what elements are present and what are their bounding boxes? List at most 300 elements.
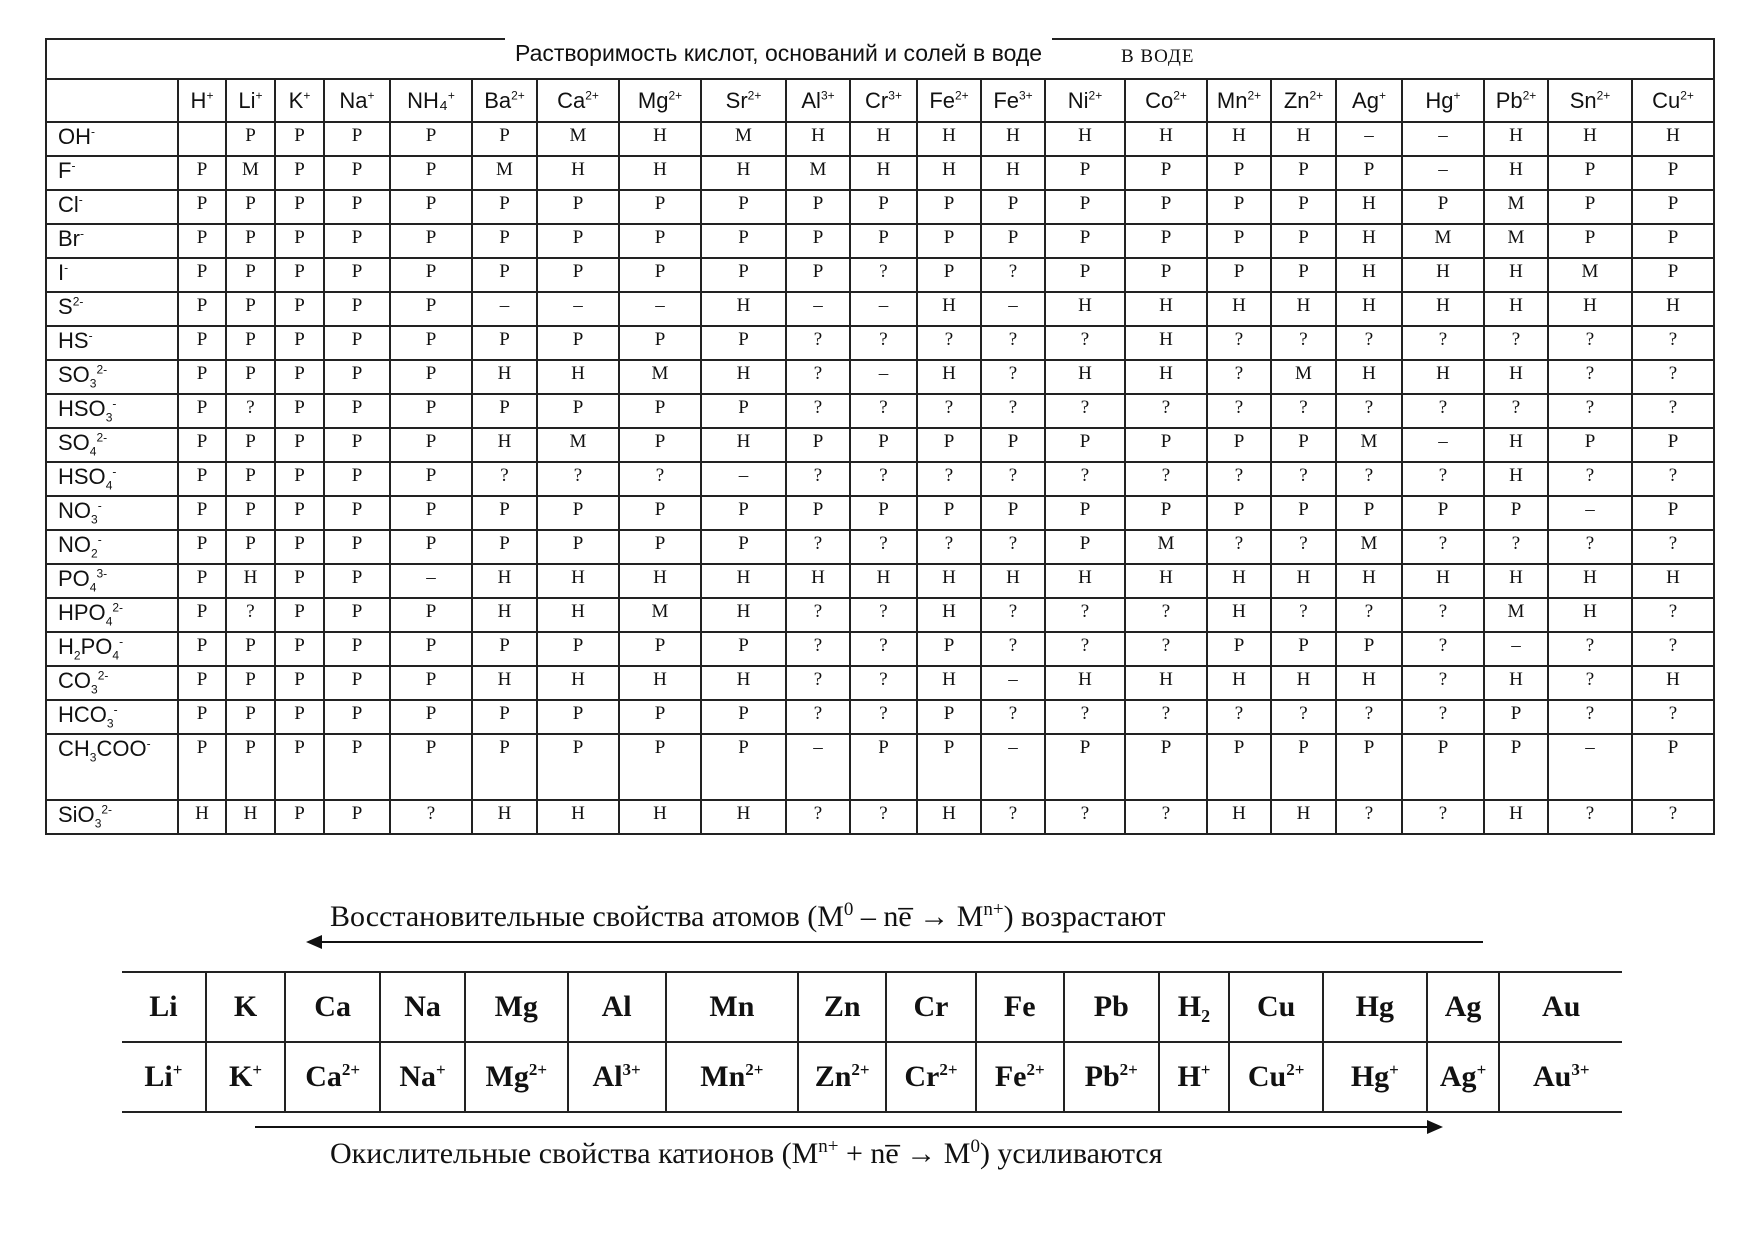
solubility-cell: – bbox=[619, 292, 701, 326]
solubility-cell: ? bbox=[226, 394, 275, 428]
cation-header-cell bbox=[1125, 79, 1207, 122]
table-row bbox=[46, 666, 1714, 700]
solubility-cell: Р bbox=[472, 496, 537, 530]
solubility-cell: Р bbox=[619, 190, 701, 224]
table-row bbox=[46, 428, 1714, 462]
series-cation-cell bbox=[886, 1042, 975, 1112]
caption-superscript: 0 bbox=[970, 1136, 980, 1157]
solubility-cell: Р bbox=[981, 428, 1045, 462]
anion-charge: - bbox=[97, 532, 102, 547]
cation-charge: 2+ bbox=[1309, 88, 1324, 103]
anion-symbol: HPO bbox=[58, 600, 106, 625]
cation-symbol: Hg bbox=[1425, 87, 1454, 113]
solubility-cell: Н bbox=[1402, 564, 1484, 598]
solubility-cell: Р bbox=[1125, 734, 1207, 800]
solubility-cell: М bbox=[1336, 428, 1402, 462]
cation-header-cell bbox=[850, 79, 917, 122]
solubility-cell: Р bbox=[701, 496, 786, 530]
solubility-cell: Р bbox=[1271, 496, 1336, 530]
solubility-cell: Р bbox=[850, 734, 917, 800]
solubility-cell: ? bbox=[472, 462, 537, 496]
solubility-cell: Р bbox=[226, 258, 275, 292]
solubility-cell: Р bbox=[537, 326, 619, 360]
table-row bbox=[46, 598, 1714, 632]
cation-symbol: Ag bbox=[1352, 87, 1379, 113]
solubility-cell: ? bbox=[1402, 800, 1484, 834]
solubility-cell: Н bbox=[701, 360, 786, 394]
solubility-cell: ? bbox=[1207, 360, 1271, 394]
solubility-cell: Р bbox=[1484, 700, 1548, 734]
anion-symbol: CO bbox=[58, 668, 91, 693]
solubility-cell: ? bbox=[1548, 462, 1632, 496]
cation-header-cell bbox=[537, 79, 619, 122]
anion-cell bbox=[46, 292, 178, 326]
solubility-cell: Н bbox=[472, 564, 537, 598]
series-cation-symbol: Fe bbox=[994, 1060, 1027, 1093]
anion-cell bbox=[46, 598, 178, 632]
solubility-cell: Р bbox=[178, 326, 226, 360]
cation-symbol: Mg bbox=[637, 87, 669, 113]
solubility-cell: ? bbox=[786, 632, 850, 666]
cation-header-cell bbox=[1548, 79, 1632, 122]
anion-cell bbox=[46, 428, 178, 462]
anion-charge: 2- bbox=[101, 802, 113, 817]
cation-header-cell bbox=[324, 79, 390, 122]
solubility-cell: Н bbox=[917, 292, 981, 326]
solubility-cell: ? bbox=[1271, 394, 1336, 428]
cation-header-cell bbox=[1045, 79, 1125, 122]
series-cation-symbol: Li bbox=[144, 1060, 173, 1093]
solubility-cell: ? bbox=[1207, 700, 1271, 734]
cation-charge: + bbox=[447, 88, 455, 103]
anion-subscript: 3 bbox=[89, 376, 97, 391]
anion-symbol: COO bbox=[96, 736, 147, 761]
metal-cell: H₂ bbox=[1159, 972, 1230, 1042]
reducing-properties-caption bbox=[330, 900, 1165, 934]
anion-charge: 2- bbox=[96, 362, 108, 377]
series-cation-symbol: H bbox=[1177, 1060, 1201, 1093]
solubility-cell: Н bbox=[1271, 292, 1336, 326]
solubility-cell: Р bbox=[701, 394, 786, 428]
solubility-cell: ? bbox=[1402, 462, 1484, 496]
solubility-cell: Н bbox=[850, 564, 917, 598]
cation-charge: 2+ bbox=[1522, 88, 1537, 103]
solubility-cell: Р bbox=[472, 632, 537, 666]
anion-charge: - bbox=[80, 226, 84, 241]
cation-symbol: Zn bbox=[1283, 87, 1310, 113]
anion-subscript: 2 bbox=[91, 546, 98, 561]
solubility-cell: Р bbox=[275, 428, 324, 462]
solubility-cell: Р bbox=[1207, 496, 1271, 530]
caption-superscript: 0 bbox=[843, 899, 854, 920]
series-cation-cell bbox=[1499, 1042, 1622, 1112]
anion-charge: - bbox=[88, 328, 93, 343]
left-arrow-head bbox=[306, 935, 322, 949]
anion-subscript: 3 bbox=[91, 512, 98, 527]
cation-charge: 2+ bbox=[955, 88, 969, 103]
anion-cell bbox=[46, 156, 178, 190]
cation-header-cell bbox=[786, 79, 850, 122]
solubility-cell: Н bbox=[917, 598, 981, 632]
solubility-cell: Н bbox=[786, 564, 850, 598]
anion-cell bbox=[46, 734, 178, 800]
solubility-cell: ? bbox=[1125, 598, 1207, 632]
solubility-cell: Н bbox=[537, 666, 619, 700]
solubility-cell: Н bbox=[917, 360, 981, 394]
series-cation-symbol: Hg bbox=[1350, 1060, 1390, 1093]
solubility-cell: – bbox=[1548, 496, 1632, 530]
series-cation-cell bbox=[666, 1042, 798, 1112]
solubility-cell: ? bbox=[1632, 530, 1714, 564]
solubility-cell: – bbox=[472, 292, 537, 326]
solubility-cell: ? bbox=[1125, 700, 1207, 734]
solubility-cell: Р bbox=[537, 700, 619, 734]
solubility-cell: ? bbox=[1548, 530, 1632, 564]
solubility-cell: Р bbox=[178, 598, 226, 632]
cation-symbol: Li bbox=[238, 87, 256, 113]
anion-cell bbox=[46, 122, 178, 156]
series-cation-symbol: Ag bbox=[1439, 1060, 1477, 1093]
solubility-cell: Р bbox=[1632, 428, 1714, 462]
cation-symbol: Pb bbox=[1495, 87, 1523, 113]
solubility-cell: Р bbox=[324, 258, 390, 292]
cation-symbol: Fe bbox=[929, 87, 955, 113]
series-cation-charge: 2+ bbox=[851, 1060, 870, 1079]
solubility-cell: ? bbox=[1207, 530, 1271, 564]
solubility-cell: М bbox=[537, 122, 619, 156]
solubility-cell: Н bbox=[701, 598, 786, 632]
solubility-cell: Н bbox=[1484, 258, 1548, 292]
solubility-cell: Р bbox=[619, 428, 701, 462]
solubility-cell: Р bbox=[917, 496, 981, 530]
right-arrow-head bbox=[1427, 1120, 1443, 1134]
cation-symbol: Sn bbox=[1569, 87, 1597, 113]
cation-header-cell bbox=[1632, 79, 1714, 122]
solubility-cell: Р bbox=[786, 428, 850, 462]
solubility-cell: Р bbox=[390, 360, 472, 394]
anion-charge: 2- bbox=[72, 294, 84, 309]
solubility-cell: Н bbox=[226, 564, 275, 598]
solubility-cell: – bbox=[1402, 156, 1484, 190]
solubility-cell: Р bbox=[390, 496, 472, 530]
solubility-cell: Н bbox=[1045, 292, 1125, 326]
cation-symbol: Na bbox=[339, 87, 368, 113]
solubility-cell: Р bbox=[850, 190, 917, 224]
solubility-cell: Р bbox=[226, 632, 275, 666]
solubility-cell: Р bbox=[226, 530, 275, 564]
solubility-cell: Р bbox=[472, 190, 537, 224]
solubility-cell: Р bbox=[981, 190, 1045, 224]
solubility-cell: ? bbox=[981, 394, 1045, 428]
solubility-cell: ? bbox=[786, 530, 850, 564]
solubility-cell: ? bbox=[1402, 632, 1484, 666]
table-row bbox=[46, 700, 1714, 734]
solubility-cell: Р bbox=[178, 462, 226, 496]
solubility-cell: Р bbox=[275, 190, 324, 224]
solubility-cell: Р bbox=[701, 224, 786, 258]
solubility-cell: Р bbox=[619, 700, 701, 734]
metal-cell: Mn bbox=[666, 972, 798, 1042]
solubility-cell: Н bbox=[1125, 564, 1207, 598]
solubility-cell: Р bbox=[178, 156, 226, 190]
solubility-cell: Р bbox=[226, 190, 275, 224]
cation-header-cell bbox=[226, 79, 275, 122]
solubility-cell: Н bbox=[1402, 360, 1484, 394]
caption-text: ) возрастают bbox=[1003, 900, 1166, 933]
solubility-cell: Р bbox=[701, 734, 786, 800]
solubility-cell: Н bbox=[1336, 190, 1402, 224]
metal-cell: Mg bbox=[465, 972, 568, 1042]
solubility-cell: ? bbox=[1402, 530, 1484, 564]
solubility-cell: Р bbox=[472, 326, 537, 360]
solubility-cell: Р bbox=[178, 496, 226, 530]
metal-cell: Pb bbox=[1064, 972, 1159, 1042]
solubility-cell: Р bbox=[1271, 632, 1336, 666]
cation-header-cell bbox=[1336, 79, 1402, 122]
series-cation-symbol: Al bbox=[592, 1060, 623, 1093]
solubility-cell: – bbox=[390, 564, 472, 598]
anion-charge: - bbox=[119, 634, 124, 649]
solubility-cell: ? bbox=[850, 632, 917, 666]
anion-symbol: NO bbox=[58, 532, 91, 557]
solubility-cell: ? bbox=[1271, 326, 1336, 360]
anion-cell bbox=[46, 190, 178, 224]
solubility-cell: Н bbox=[472, 360, 537, 394]
solubility-cell: Н bbox=[1045, 666, 1125, 700]
series-cation-charge: 2+ bbox=[528, 1060, 548, 1079]
anion-charge: - bbox=[97, 498, 102, 513]
anion-subscript: 3 bbox=[105, 410, 113, 425]
solubility-cell: ? bbox=[1402, 666, 1484, 700]
anion-subscript: 3 bbox=[94, 816, 102, 831]
solubility-cell: Р bbox=[1548, 224, 1632, 258]
solubility-cell: Н bbox=[1271, 564, 1336, 598]
solubility-cell: Р bbox=[390, 530, 472, 564]
solubility-cell: – bbox=[701, 462, 786, 496]
solubility-cell: Р bbox=[850, 496, 917, 530]
solubility-cell: Р bbox=[275, 462, 324, 496]
solubility-cell: Р bbox=[324, 530, 390, 564]
header-corner-cell bbox=[46, 79, 178, 122]
solubility-cell: ? bbox=[1125, 394, 1207, 428]
solubility-cell: Р bbox=[390, 326, 472, 360]
anion-cell bbox=[46, 800, 178, 834]
cation-charge: 2+ bbox=[1596, 88, 1611, 103]
anion-cell bbox=[46, 394, 178, 428]
solubility-cell: М bbox=[701, 122, 786, 156]
solubility-cell: Н bbox=[1632, 564, 1714, 598]
table-row bbox=[46, 326, 1714, 360]
solubility-cell: Р bbox=[178, 428, 226, 462]
solubility-cell: Р bbox=[1336, 632, 1402, 666]
series-cation-symbol: Ca bbox=[305, 1060, 342, 1093]
solubility-cell: Р bbox=[1484, 734, 1548, 800]
solubility-cell: Р bbox=[1207, 632, 1271, 666]
series-cation-charge: + bbox=[1389, 1060, 1399, 1079]
cation-charge: 2+ bbox=[1247, 88, 1262, 103]
solubility-cell bbox=[178, 122, 226, 156]
solubility-cell: ? bbox=[1548, 800, 1632, 834]
solubility-cell: М bbox=[1271, 360, 1336, 394]
solubility-cell: Р bbox=[324, 598, 390, 632]
page-title: Растворимость кислот, оснований и солей в воде bbox=[505, 38, 1052, 77]
table-row bbox=[46, 292, 1714, 326]
solubility-cell: Р bbox=[390, 462, 472, 496]
table-row bbox=[46, 496, 1714, 530]
solubility-cell: Н bbox=[1402, 258, 1484, 292]
metal-cell: Li bbox=[122, 972, 206, 1042]
solubility-cell: – bbox=[850, 292, 917, 326]
solubility-cell: Р bbox=[1207, 428, 1271, 462]
solubility-cell: Н bbox=[1336, 666, 1402, 700]
metal-cell: Cr bbox=[886, 972, 975, 1042]
solubility-cell: Н bbox=[1548, 122, 1632, 156]
cation-symbol: Cu bbox=[1652, 87, 1681, 113]
solubility-cell: Р bbox=[537, 530, 619, 564]
solubility-cell: Р bbox=[324, 394, 390, 428]
solubility-cell: Р bbox=[1632, 258, 1714, 292]
solubility-cell: Р bbox=[178, 734, 226, 800]
solubility-cell: Р bbox=[1548, 156, 1632, 190]
metal-cell: Al bbox=[568, 972, 666, 1042]
solubility-cell: Р bbox=[275, 292, 324, 326]
solubility-cell: ? bbox=[1632, 598, 1714, 632]
solubility-cell: ? bbox=[1271, 462, 1336, 496]
solubility-cell: Р bbox=[619, 258, 701, 292]
solubility-cell: Р bbox=[701, 632, 786, 666]
solubility-cell: Р bbox=[1045, 530, 1125, 564]
series-cation-charge: 2+ bbox=[1119, 1060, 1138, 1079]
solubility-cell: – bbox=[786, 734, 850, 800]
anion-subscript: 4 bbox=[105, 614, 113, 629]
solubility-cell: Р bbox=[324, 496, 390, 530]
solubility-cell: ? bbox=[786, 800, 850, 834]
solubility-cell: Р bbox=[275, 666, 324, 700]
solubility-cell: Р bbox=[917, 224, 981, 258]
solubility-cell: Р bbox=[1402, 734, 1484, 800]
solubility-cell: Р bbox=[226, 360, 275, 394]
solubility-cell: Н bbox=[701, 666, 786, 700]
solubility-cell: Н bbox=[537, 564, 619, 598]
cation-symbol: NH₄ bbox=[407, 87, 448, 113]
table-row bbox=[46, 530, 1714, 564]
table-row bbox=[46, 394, 1714, 428]
solubility-cell: ? bbox=[1632, 462, 1714, 496]
solubility-cell: Р bbox=[324, 632, 390, 666]
solubility-cell: Н bbox=[981, 564, 1045, 598]
solubility-cell: Н bbox=[1207, 564, 1271, 598]
solubility-cell: Р bbox=[1632, 190, 1714, 224]
cation-symbol: Sr bbox=[725, 87, 748, 113]
solubility-cell: – bbox=[981, 666, 1045, 700]
series-cation-cell bbox=[206, 1042, 285, 1112]
solubility-cell: Р bbox=[1271, 190, 1336, 224]
solubility-cell: ? bbox=[786, 462, 850, 496]
solubility-cell: ? bbox=[1402, 598, 1484, 632]
solubility-cell: ? bbox=[1632, 800, 1714, 834]
solubility-cell: Н bbox=[1207, 800, 1271, 834]
solubility-cell: Н bbox=[1125, 326, 1207, 360]
solubility-cell: Н bbox=[917, 800, 981, 834]
solubility-cell: Р bbox=[619, 394, 701, 428]
solubility-cell: Н bbox=[1271, 666, 1336, 700]
solubility-cell: Р bbox=[178, 360, 226, 394]
solubility-cell: М bbox=[1125, 530, 1207, 564]
caption-text: + ne̅ → M bbox=[838, 1137, 971, 1170]
anion-charge: 2- bbox=[112, 600, 124, 615]
anion-symbol: Cl bbox=[58, 192, 79, 217]
anion-charge: 2- bbox=[97, 668, 109, 683]
solubility-cell: Р bbox=[1632, 734, 1714, 800]
solubility-cell: ? bbox=[981, 530, 1045, 564]
title-remnant: В ВОДЕ bbox=[1121, 46, 1195, 67]
cation-charge: 2+ bbox=[511, 88, 525, 103]
solubility-cell: Р bbox=[1271, 428, 1336, 462]
solubility-cell: Р bbox=[472, 394, 537, 428]
solubility-cell: Р bbox=[1045, 190, 1125, 224]
solubility-cell: ? bbox=[1548, 360, 1632, 394]
solubility-cell: Н bbox=[701, 800, 786, 834]
solubility-cell: Н bbox=[786, 122, 850, 156]
cation-symbol: Co bbox=[1145, 87, 1174, 113]
solubility-cell: ? bbox=[1632, 326, 1714, 360]
cation-charge: 2+ bbox=[1680, 88, 1694, 103]
cation-series-row bbox=[122, 1042, 1622, 1112]
solubility-cell: Н bbox=[1045, 360, 1125, 394]
anion-cell bbox=[46, 258, 178, 292]
cation-symbol: H bbox=[190, 87, 207, 113]
anion-charge: - bbox=[71, 158, 76, 173]
anion-symbol: H bbox=[58, 634, 74, 659]
table-row bbox=[46, 122, 1714, 156]
anion-symbol: SO bbox=[58, 430, 90, 455]
anion-symbol: SiO bbox=[58, 802, 95, 827]
solubility-cell: Р bbox=[1125, 428, 1207, 462]
series-cation-charge: 2+ bbox=[939, 1060, 958, 1079]
solubility-cell: Р bbox=[178, 190, 226, 224]
series-cation-cell bbox=[1159, 1042, 1230, 1112]
solubility-cell: Р bbox=[1045, 734, 1125, 800]
solubility-cell: Н bbox=[701, 428, 786, 462]
solubility-cell: Р bbox=[1125, 496, 1207, 530]
solubility-cell: Р bbox=[178, 258, 226, 292]
solubility-cell: Н bbox=[1045, 122, 1125, 156]
solubility-cell: Н bbox=[1632, 666, 1714, 700]
cation-header-cell bbox=[981, 79, 1045, 122]
solubility-cell: Р bbox=[1336, 156, 1402, 190]
table-row bbox=[46, 462, 1714, 496]
solubility-cell: Р bbox=[275, 632, 324, 666]
solubility-cell: Н bbox=[537, 360, 619, 394]
series-cation-cell bbox=[1427, 1042, 1500, 1112]
solubility-cell: Н bbox=[850, 122, 917, 156]
solubility-cell: – bbox=[1402, 428, 1484, 462]
solubility-cell: ? bbox=[786, 666, 850, 700]
solubility-cell: ? bbox=[1548, 700, 1632, 734]
solubility-cell: Р bbox=[324, 156, 390, 190]
solubility-cell: Р bbox=[178, 394, 226, 428]
solubility-cell: Н bbox=[1632, 292, 1714, 326]
solubility-cell: Р bbox=[324, 666, 390, 700]
anion-symbol: F bbox=[58, 158, 72, 183]
solubility-cell: ? bbox=[786, 700, 850, 734]
solubility-cell: ? bbox=[850, 598, 917, 632]
solubility-cell: Р bbox=[1271, 224, 1336, 258]
solubility-cell: Н bbox=[917, 156, 981, 190]
solubility-cell: Р bbox=[1125, 156, 1207, 190]
solubility-cell: Н bbox=[981, 122, 1045, 156]
solubility-cell: М bbox=[1484, 190, 1548, 224]
